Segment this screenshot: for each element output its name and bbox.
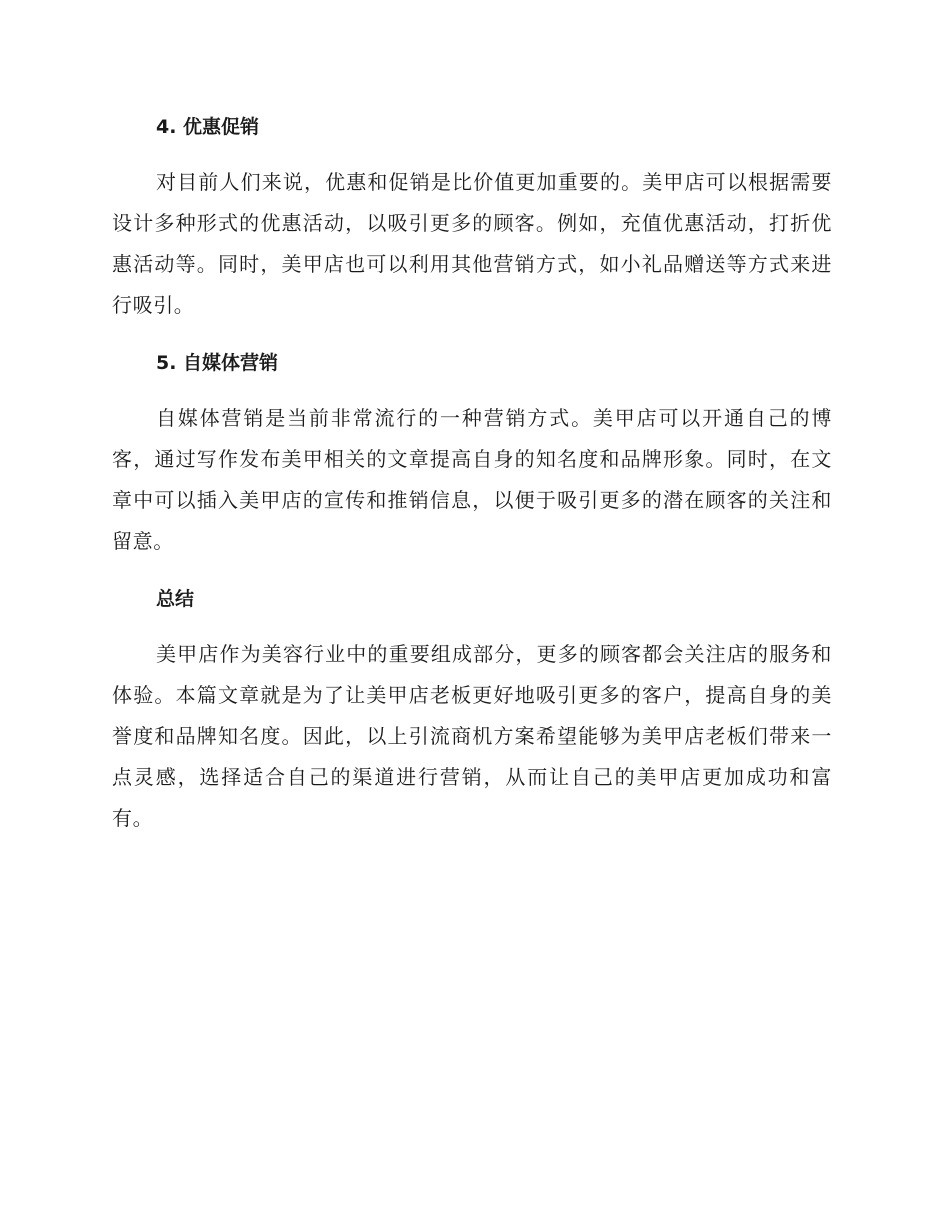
section-discount-promotion (112, 108, 832, 326)
section-summary (112, 580, 832, 839)
section-paragraph: 自媒体营销是当前非常流行的一种营销方式。美甲店可以开通自己的博客，通过写作发布美甲相关的文章提高自身的知名度和品牌形象。同时，在文章中可以插入美甲店的宣传和推销信息，以便于吸引更多的潜在顾客的关注和留意。 (112, 406, 832, 553)
section-paragraph: 美甲店作为美容行业中的重要组成部分，更多的顾客都会关注店的服务和体验。本篇文章就是为了让美甲店老板更好地吸引更多的客户，提高自身的美誉度和品牌知名度。因此，以上引流商机方案希望能够为美甲店老板们带来一点灵感，选择适合自己的渠道进行营销，从而让自己的美甲店更加成功和富有。 (112, 642, 832, 830)
section-heading: 总结 (156, 588, 195, 610)
section-paragraph: 对目前人们来说，优惠和促销是比价值更加重要的。美甲店可以根据需要设计多种形式的优惠活动，以吸引更多的顾客。例如，充值优惠活动，打折优惠活动等。同时，美甲店也可以利用其他营销方式，如小礼品赠送等方式来进行吸引。 (112, 170, 832, 317)
section-self-media-marketing (112, 344, 832, 562)
section-heading: 4. 优惠促销 (156, 116, 260, 138)
section-heading: 5. 自媒体营销 (156, 352, 279, 374)
document-body (112, 108, 832, 857)
